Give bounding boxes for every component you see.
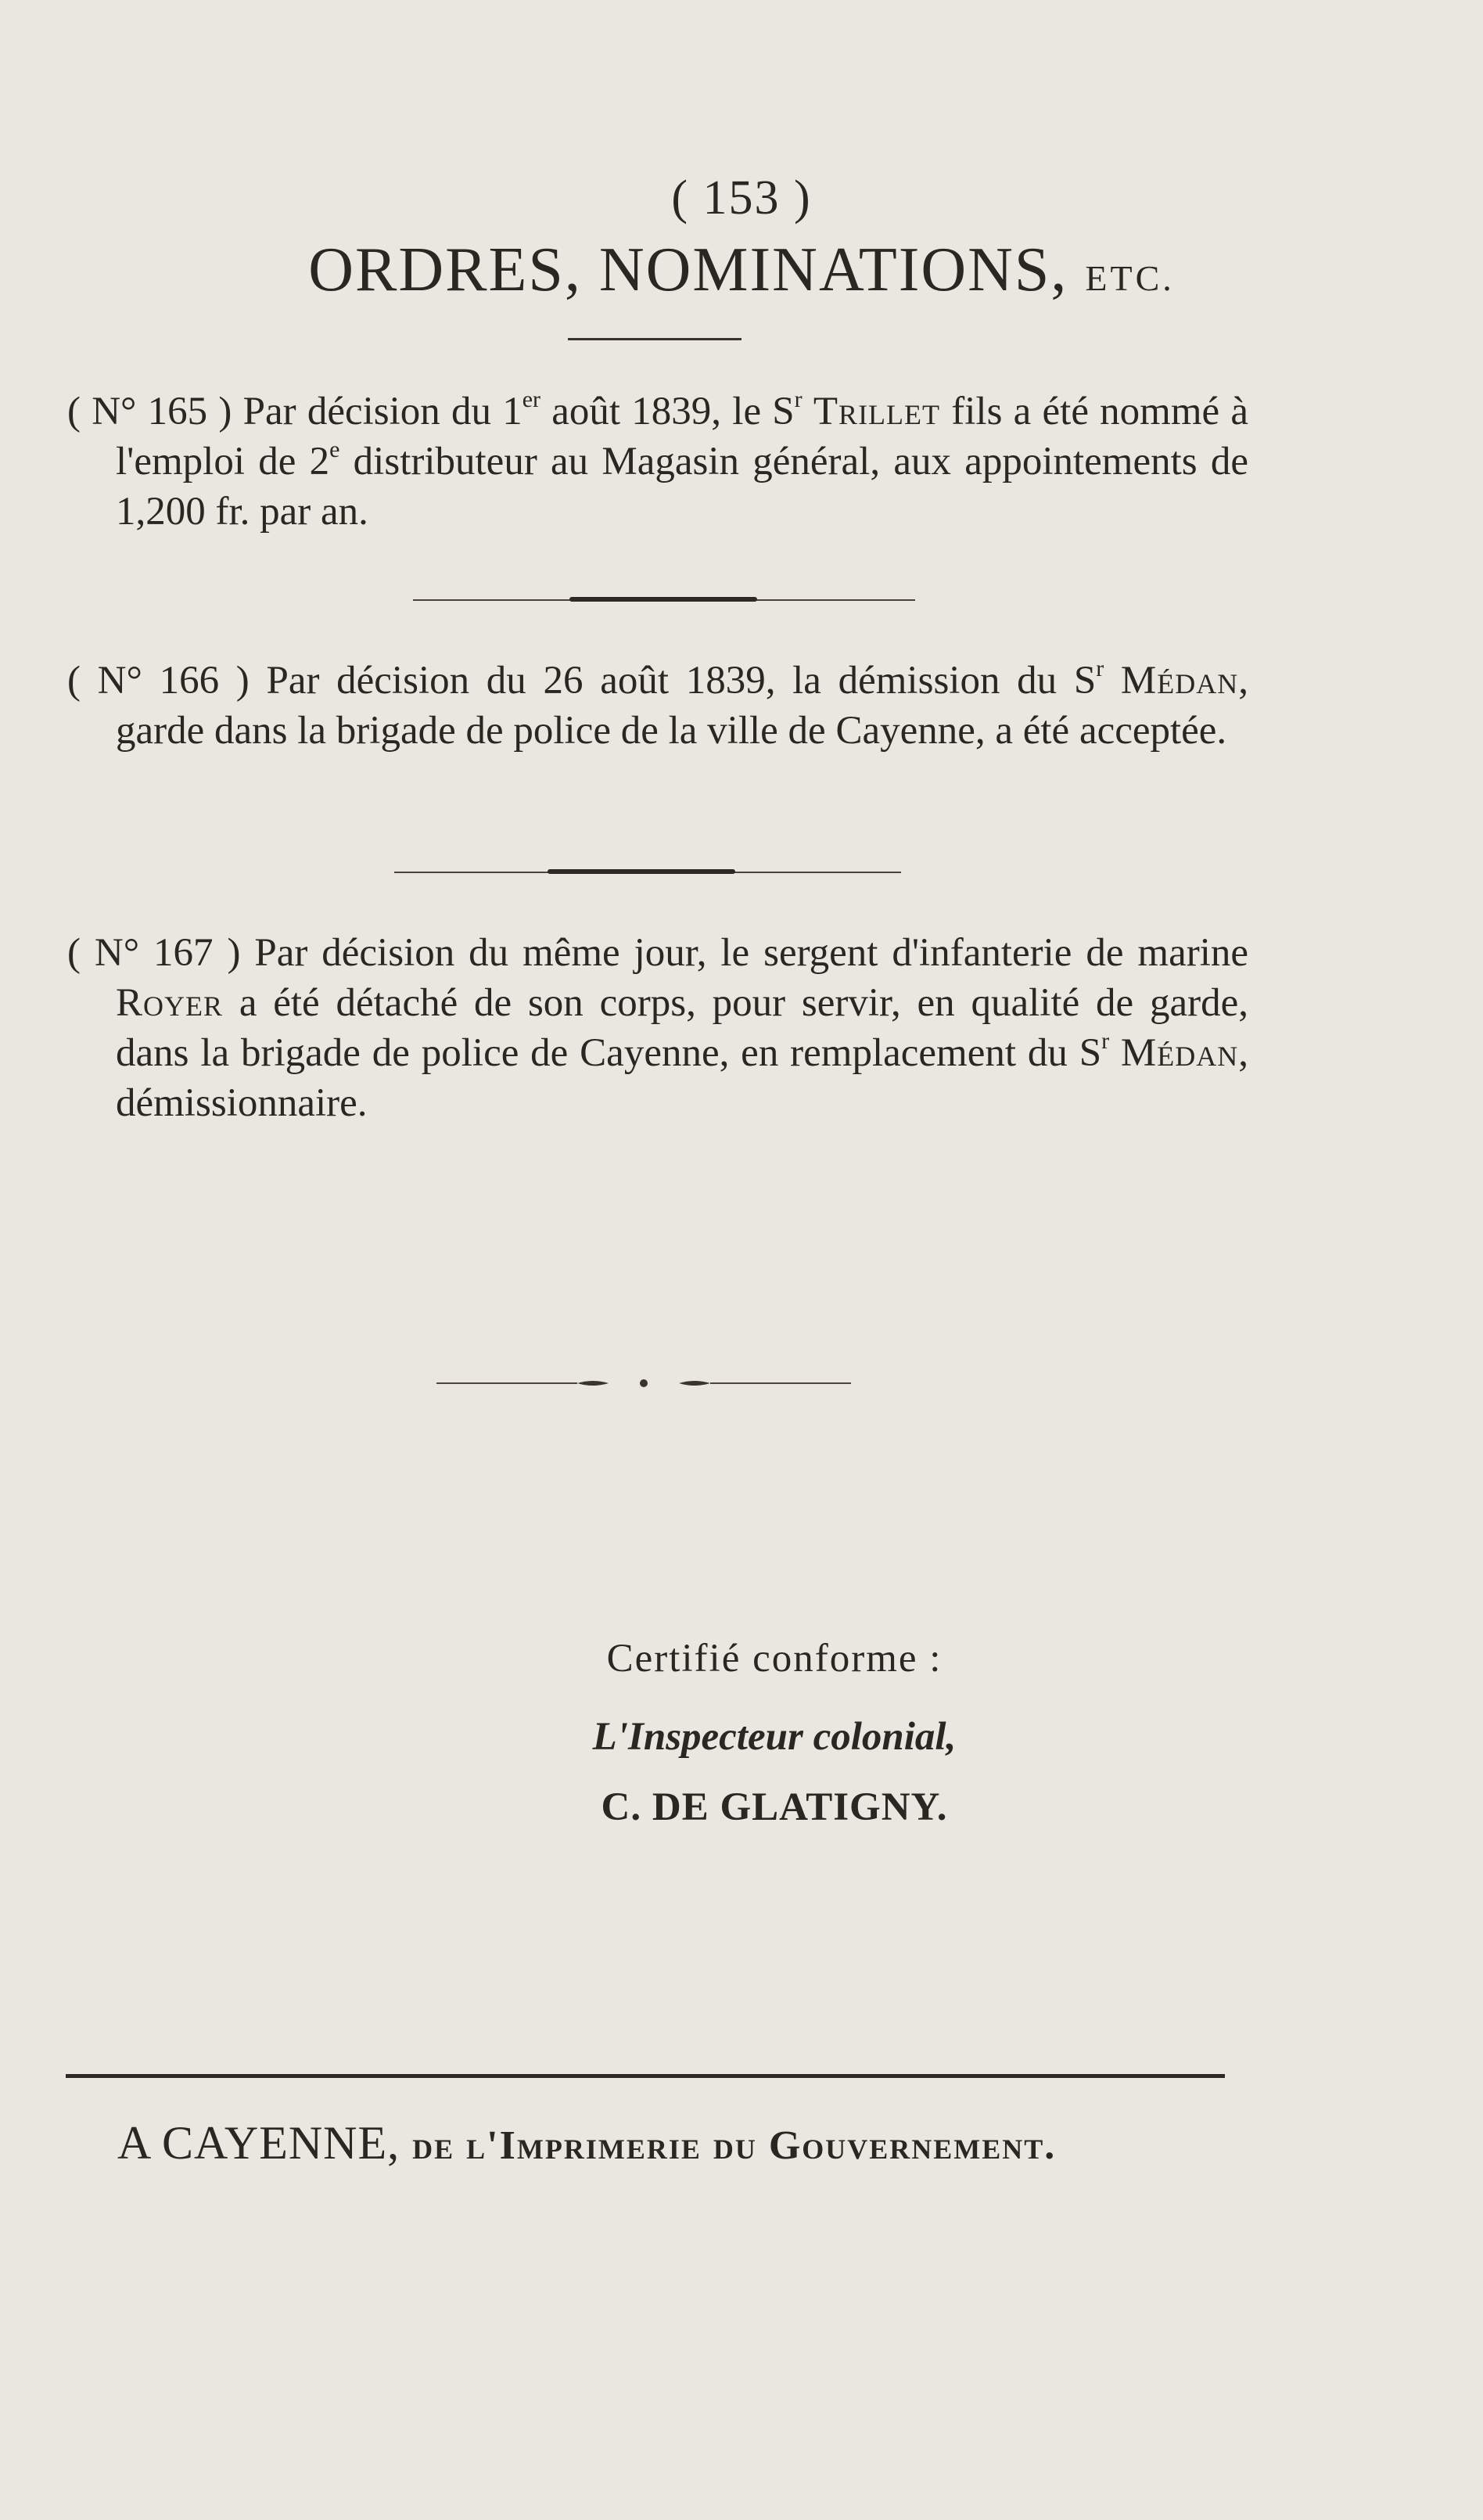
person-name: Médan (1120, 659, 1239, 703)
page-title-small: ETC. (1085, 258, 1175, 298)
entry-number: ( N° 167 ) (67, 931, 241, 975)
footer-place: A CAYENNE, (117, 2117, 400, 2169)
page-number: ( 153 ) (671, 171, 812, 225)
title-divider (568, 338, 742, 340)
certification-name: C. DE GLATIGNY. (601, 1785, 948, 1829)
footer-divider (66, 2074, 1225, 2078)
person-name: Médan (1120, 1031, 1239, 1075)
entry-167: ( N° 167 ) Par décision du même jour, le sergent d'infanterie de marine Royer a été détaché de son corps, pour servir, en qualité de garde, dans la brigade de police de Cayenne, en remplacement du $S^r$ Médan, démissionnaire. (67, 931, 1249, 1125)
section-divider (413, 599, 915, 601)
person-name: Royer (116, 981, 224, 1025)
page-title (0, 235, 1483, 306)
entry-number: ( N° 166 ) (67, 659, 250, 703)
footer-printer: de l'Imprimerie du Gouvernement. (412, 2123, 1057, 2168)
certification-label: Certifié conforme : (606, 1637, 943, 1681)
entry-number: ( N° 165 ) (67, 390, 232, 433)
person-name: Trillet (813, 390, 941, 433)
printer-footer (117, 2116, 1369, 2170)
ornament-divider (436, 1377, 851, 1389)
section-divider (394, 872, 901, 873)
page-title-main: ORDRES, NOMINATIONS, (308, 235, 1068, 304)
entry-165: ( N° 165 ) Par décision du 1er août 1839, le $S^r$ Trillet fils a été nommé à l'emploi de 2e distributeur au Magasin général, aux appointements de 1,200 fr. par an. (67, 386, 1249, 534)
entry-166: ( N° 166 ) Par décision du 26 août 1839, la démission du $S^r$ Médan, garde dans la brigade de police de la ville de Cayenne, a été acceptée. (67, 656, 1249, 753)
certification-role: L'Inspecteur colonial, (592, 1715, 957, 1759)
